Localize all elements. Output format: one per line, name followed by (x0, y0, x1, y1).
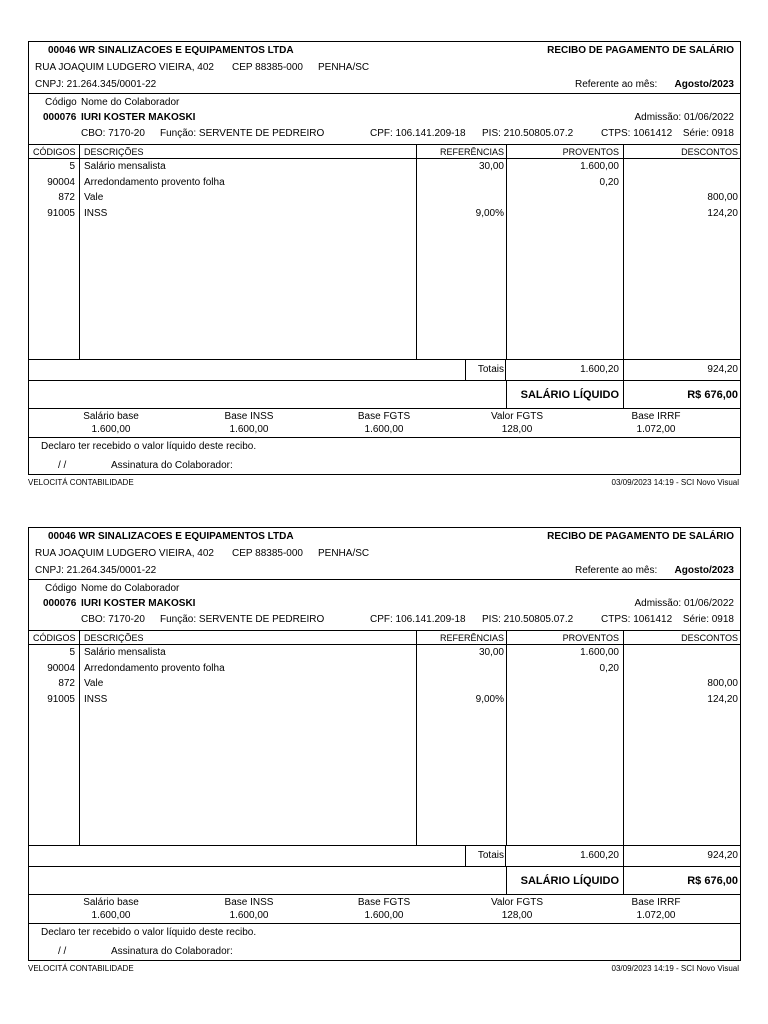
row-code: 91005 (47, 207, 75, 219)
row-earning: 0,20 (599, 176, 619, 188)
declaration-text: Declaro ter recebido o valor líquido deste recibo. (41, 441, 257, 452)
row-code: 872 (58, 192, 75, 203)
declaration-row (29, 924, 740, 942)
row-code: 872 (58, 678, 75, 689)
company-cep: CEP 88385-000 (232, 548, 303, 559)
totals-deductions: 924,20 (707, 850, 738, 861)
company-cnpj: CNPJ: 21.264.345/0001-22 (35, 565, 157, 576)
totals-label: Totais (477, 364, 504, 375)
net-salary-value: R$ 676,00 (687, 875, 738, 887)
row-code: 91005 (47, 693, 75, 705)
base-value: 1.600,00 (364, 424, 404, 435)
base-value: 128,00 (501, 910, 533, 921)
bases-row (29, 409, 740, 438)
company-address: RUA JOAQUIM LUDGERO VIEIRA, 402 (35, 62, 214, 73)
header-codes: CÓDIGOS (33, 633, 76, 643)
company-cnpj: CNPJ: 21.264.345/0001-22 (35, 79, 157, 90)
footer-left: VELOCITÁ CONTABILIDADE (28, 478, 134, 487)
row-description: Salário mensalista (84, 647, 166, 658)
row-description: INSS (84, 693, 108, 705)
base-label: Base IRRF (631, 897, 681, 908)
totals-row (29, 846, 740, 867)
employee-function: Função: SERVENTE DE PEDREIRO (160, 614, 325, 625)
base-value: 1.072,00 (636, 424, 676, 435)
footer-right: 03/09/2023 14:19 - SCI Novo Visual (611, 964, 739, 973)
signature-row (29, 942, 740, 962)
base-value: 1.600,00 (364, 910, 404, 921)
receipt-footer (28, 476, 741, 488)
signature-row (29, 456, 740, 476)
totals-earnings: 1.600,20 (580, 850, 619, 861)
header-deductions: DESCONTOS (681, 147, 738, 157)
row-deduction: 800,00 (707, 678, 738, 689)
net-salary-row (29, 867, 740, 895)
employee-block (29, 94, 740, 145)
payroll-table (29, 145, 740, 360)
base-value: 1.600,00 (91, 910, 131, 921)
signature-label: Assinatura do Colaborador: (111, 946, 233, 957)
row-earning: 0,20 (599, 662, 619, 674)
company-city: PENHA/SC (318, 62, 370, 73)
employee-pis: PIS: 210.50805.07.2 (482, 614, 574, 625)
payroll-table (29, 631, 740, 846)
employee-code: 000076 (43, 598, 77, 609)
receipt-box (28, 41, 741, 475)
salary-receipt (28, 41, 741, 487)
employee-cbo: CBO: 7170-20 (81, 614, 145, 625)
header-deductions: DESCONTOS (681, 633, 738, 643)
company-name: 00046 WR SINALIZACOES E EQUIPAMENTOS LTDA (48, 45, 294, 56)
base-label: Salário base (83, 897, 139, 908)
employee-ctps: CTPS: 1061412 (601, 614, 673, 625)
company-name: 00046 WR SINALIZACOES E EQUIPAMENTOS LTDA (48, 531, 294, 542)
row-reference: 9,00% (475, 207, 504, 219)
employee-function: Função: SERVENTE DE PEDREIRO (160, 128, 325, 139)
receipt-footer (28, 962, 741, 974)
cnpj-row (29, 562, 740, 580)
header-descriptions: DESCRIÇÕES (84, 147, 144, 157)
employee-code-label: Código (45, 583, 77, 594)
base-value: 1.600,00 (229, 424, 269, 435)
declaration-row (29, 438, 740, 456)
row-code: 5 (69, 161, 75, 172)
net-salary-value: R$ 676,00 (687, 389, 738, 401)
employee-serie: Série: 0918 (682, 128, 734, 139)
footer-left: VELOCITÁ CONTABILIDADE (28, 964, 134, 973)
employee-pis: PIS: 210.50805.07.2 (482, 128, 574, 139)
row-description: Salário mensalista (84, 161, 166, 172)
totals-label: Totais (477, 850, 504, 861)
row-earning: 1.600,00 (580, 161, 619, 172)
receipt-title: RECIBO DE PAGAMENTO DE SALÁRIO (547, 531, 734, 542)
reference-month: Agosto/2023 (674, 565, 734, 576)
base-value: 1.072,00 (636, 910, 676, 921)
base-label: Valor FGTS (490, 411, 544, 422)
row-code: 90004 (47, 176, 75, 188)
employee-cpf: CPF: 106.141.209-18 (370, 128, 466, 139)
bases-row (29, 895, 740, 924)
header-codes: CÓDIGOS (33, 147, 76, 157)
row-reference: 30,00 (478, 161, 504, 172)
row-code: 5 (69, 647, 75, 658)
row-description: Arredondamento provento folha (84, 176, 225, 188)
base-label: Base IRRF (631, 411, 681, 422)
row-deduction: 124,20 (707, 693, 738, 705)
totals-deductions: 924,20 (707, 364, 738, 375)
base-value: 1.600,00 (229, 910, 269, 921)
employee-admission: Admissão: 01/06/2022 (634, 112, 734, 123)
row-deduction: 124,20 (707, 207, 738, 219)
base-value: 128,00 (501, 424, 533, 435)
receipt-title: RECIBO DE PAGAMENTO DE SALÁRIO (547, 45, 734, 56)
employee-serie: Série: 0918 (682, 614, 734, 625)
base-label: Base FGTS (357, 897, 411, 908)
row-deduction: 800,00 (707, 192, 738, 203)
employee-code-label: Código (45, 97, 77, 108)
row-code: 90004 (47, 662, 75, 674)
row-description: Vale (84, 192, 104, 203)
net-salary-label: SALÁRIO LÍQUIDO (520, 875, 619, 887)
base-label: Base INSS (224, 897, 274, 908)
reference-month: Agosto/2023 (674, 79, 734, 90)
totals-earnings: 1.600,20 (580, 364, 619, 375)
header-references: REFERÊNCIAS (439, 147, 504, 157)
row-description: INSS (84, 207, 108, 219)
row-description: Vale (84, 678, 104, 689)
row-reference: 9,00% (475, 693, 504, 705)
employee-block (29, 580, 740, 631)
header-descriptions: DESCRIÇÕES (84, 633, 144, 643)
base-label: Salário base (83, 411, 139, 422)
company-address: RUA JOAQUIM LUDGERO VIEIRA, 402 (35, 548, 214, 559)
salary-receipt (28, 527, 741, 973)
signature-label: Assinatura do Colaborador: (111, 460, 233, 471)
company-cep: CEP 88385-000 (232, 62, 303, 73)
row-description: Arredondamento provento folha (84, 662, 225, 674)
header-earnings: PROVENTOS (562, 147, 619, 157)
employee-ctps: CTPS: 1061412 (601, 128, 673, 139)
declaration-text: Declaro ter recebido o valor líquido deste recibo. (41, 927, 257, 938)
base-label: Valor FGTS (490, 897, 544, 908)
totals-row (29, 360, 740, 381)
reference-label: Referente ao mês: (575, 565, 658, 576)
cnpj-row (29, 76, 740, 94)
employee-name-label: Nome do Colaborador (81, 97, 180, 108)
signature-date: / / (58, 460, 67, 471)
employee-cpf: CPF: 106.141.209-18 (370, 614, 466, 625)
row-reference: 30,00 (478, 647, 504, 658)
header-earnings: PROVENTOS (562, 633, 619, 643)
table-header (29, 145, 740, 159)
net-salary-label: SALÁRIO LÍQUIDO (520, 389, 619, 401)
base-label: Base FGTS (357, 411, 411, 422)
base-label: Base INSS (224, 411, 274, 422)
employee-name: IURI KOSTER MAKOSKI (81, 112, 196, 123)
employee-code: 000076 (43, 112, 77, 123)
reference-label: Referente ao mês: (575, 79, 658, 90)
footer-right: 03/09/2023 14:19 - SCI Novo Visual (611, 478, 739, 487)
row-earning: 1.600,00 (580, 647, 619, 658)
table-header (29, 631, 740, 645)
employee-name: IURI KOSTER MAKOSKI (81, 598, 196, 609)
employee-admission: Admissão: 01/06/2022 (634, 598, 734, 609)
signature-date: / / (58, 946, 67, 957)
company-city: PENHA/SC (318, 548, 370, 559)
receipt-box (28, 527, 741, 961)
net-salary-row (29, 381, 740, 409)
employee-cbo: CBO: 7170-20 (81, 128, 145, 139)
employee-name-label: Nome do Colaborador (81, 583, 180, 594)
base-value: 1.600,00 (91, 424, 131, 435)
header-references: REFERÊNCIAS (439, 633, 504, 643)
